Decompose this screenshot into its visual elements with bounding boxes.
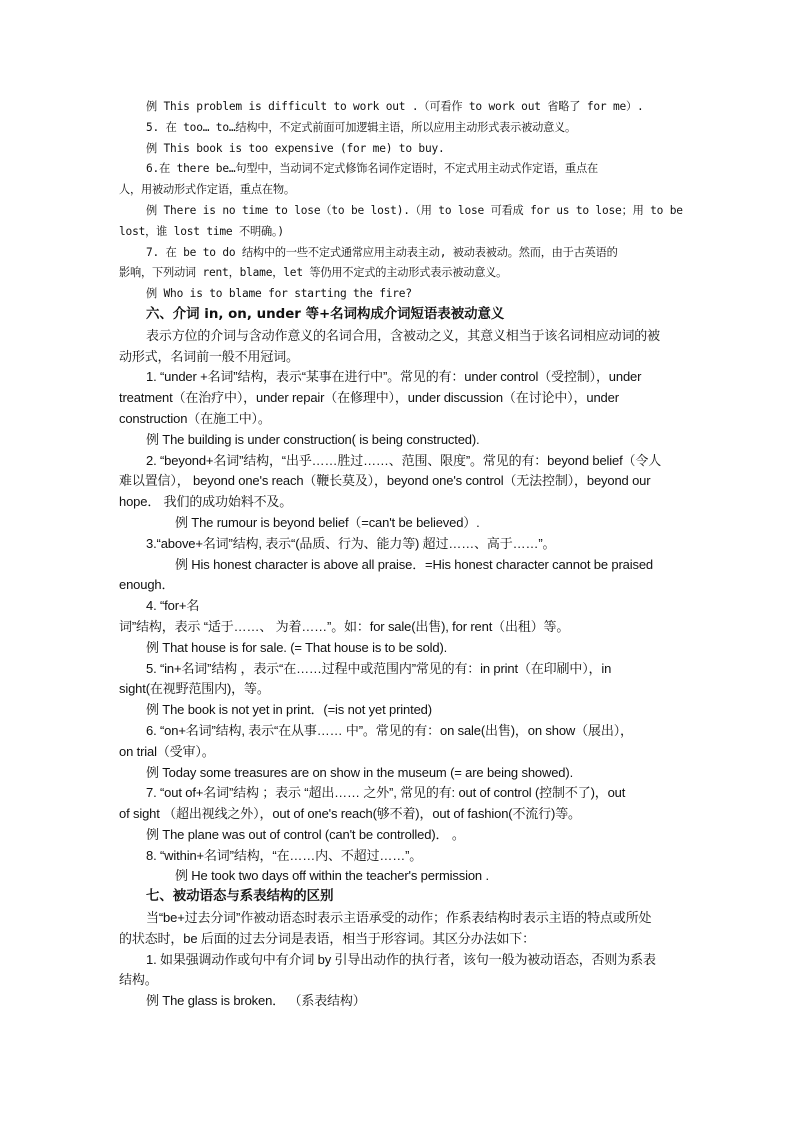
paragraph-line: 的状态时，be 后面的过去分词是表语，相当于形容词。其区分办法如下： (119, 930, 535, 946)
rule-line: 难以置信）， beyond one's reach（鞭长莫及），beyond one's control（无法控制），beyond our (119, 473, 651, 489)
example-line: 例 The plane was out of control (can't be controlled)． 。 (146, 826, 465, 842)
document-body (119, 97, 709, 1012)
paragraph-line: 表示方位的介词与含动作意义的名词合用，含被动之义，其意义相当于该名词相应动词的被 (146, 327, 661, 343)
paragraph-line: 动形式，名词前一般不用冠词。 (119, 348, 299, 364)
rule-line: 7. 在 be to do 结构中的一些不定式通常应用主动表主动, 被动表被动。然而，由于古英语的 (146, 245, 618, 259)
rule-line: on trial（受审）。 (119, 743, 215, 759)
example-line: 例 Who is to blame for starting the fire? (146, 287, 412, 301)
rule-line: treatment（在治疗中），under repair（在修理中），under discussion（在讨论中），under (119, 390, 619, 406)
paragraph-line: 当“be+过去分词”作被动语态时表示主语承受的动作；作系表结构时表示主语的特点或所处 (146, 910, 652, 926)
rule-line: 3.“above+名词”结构, 表示“(品质、行为、能力等) 超过……、高于……”。 (146, 535, 556, 551)
section-heading-seven: 七、被动语态与系表结构的区别 (146, 889, 334, 905)
section-heading-six: 六、介词 in, on, under 等+名词构成介词短语表被动意义 (146, 306, 505, 322)
example-line: 例 This book is too expensive (for me) to buy. (146, 141, 445, 155)
rule-line: 5. “in+名词”结构 ，表示“在……过程中或范围内”常见的有：in print（在印刷中），in (146, 660, 612, 676)
rule-line: 人，用被动形式作定语，重点在物。 (119, 183, 295, 197)
example-line: 例 The rumour is beyond belief（=can't be believed）. (175, 514, 480, 530)
rule-line: construction（在施工中）。 (119, 410, 271, 426)
example-line: 例 The book is not yet in print．(=is not yet printed) (146, 702, 432, 718)
example-line: 例 He took two days off within the teacher's permission . (175, 868, 489, 884)
example-line: 例 His honest character is above all praise．=His honest character cannot be praised (175, 556, 653, 572)
example-line: 例 There is no time to lose（to be lost).（用 to lose 可看成 for us to lose；用 to be (146, 203, 683, 217)
rule-line: 7. “out of+名词”结构 ；表示 “超出…… 之外”, 常见的有: out of control (控制不了)，out (146, 785, 626, 801)
rule-line: 8. “within+名词”结构，“在……内、不超过……”。 (146, 847, 423, 863)
rule-line: 2. “beyond+名词”结构，“出乎……胜过……、范围、限度”。常见的有：beyond belief（令人 (146, 452, 662, 468)
example-line: 例 This problem is difficult to work out .（可看作 to work out 省略了 for me）. (146, 100, 644, 113)
example-line: enough． (119, 577, 175, 593)
example-line: 例 Today some treasures are on show in the museum (= are being showed). (146, 764, 574, 780)
rule-line: 6.在 there be…句型中，当动词不定式修饰名词作定语时，不定式用主动式作定语，重点在 (146, 162, 599, 176)
rule-line: 1. “under +名词”结构，表示“某事在进行中”。常见的有：under control（受控制），under (146, 369, 642, 385)
rule-line: 影响，下列动词 rent，blame，let 等仍用不定式的主动形式表示被动意义。 (119, 266, 508, 280)
rule-line: hope． 我们的成功始料不及。 (119, 494, 293, 510)
rule-line: 结构。 (119, 972, 158, 988)
example-line: 例 That house is for sale. (= That house is to be sold). (146, 639, 448, 655)
rule-line: 6. “on+名词”结构, 表示“在从事…… 中”。常见的有：on sale(出售)，on show（展出）， (146, 722, 633, 738)
rule-line: 1. 如果强调动作或句中有介词 by 引导出动作的执行者，该句一般为被动语态，否则为系表 (146, 951, 656, 967)
example-line: lost，谁 lost time 不明确。) (119, 224, 284, 238)
rule-line: of sight （超出视线之外），out of one's reach(够不着)，out of fashion(不流行)等。 (119, 806, 581, 822)
example-line: 例 The glass is broken． （系表结构） (146, 993, 366, 1009)
rule-line: 5. 在 too… to…结构中，不定式前面可加逻辑主语，所以应用主动形式表示被动意义。 (146, 120, 577, 134)
rule-line: sight(在视野范围内)，等。 (119, 681, 270, 697)
example-line: 例 The building is under construction( is being constructed). (146, 431, 480, 447)
rule-line: 4. “for+名 (146, 598, 200, 614)
rule-line: 词”结构，表示 “适于……、 为着……”。如：for sale(出售), for rent（出租）等。 (119, 618, 570, 634)
